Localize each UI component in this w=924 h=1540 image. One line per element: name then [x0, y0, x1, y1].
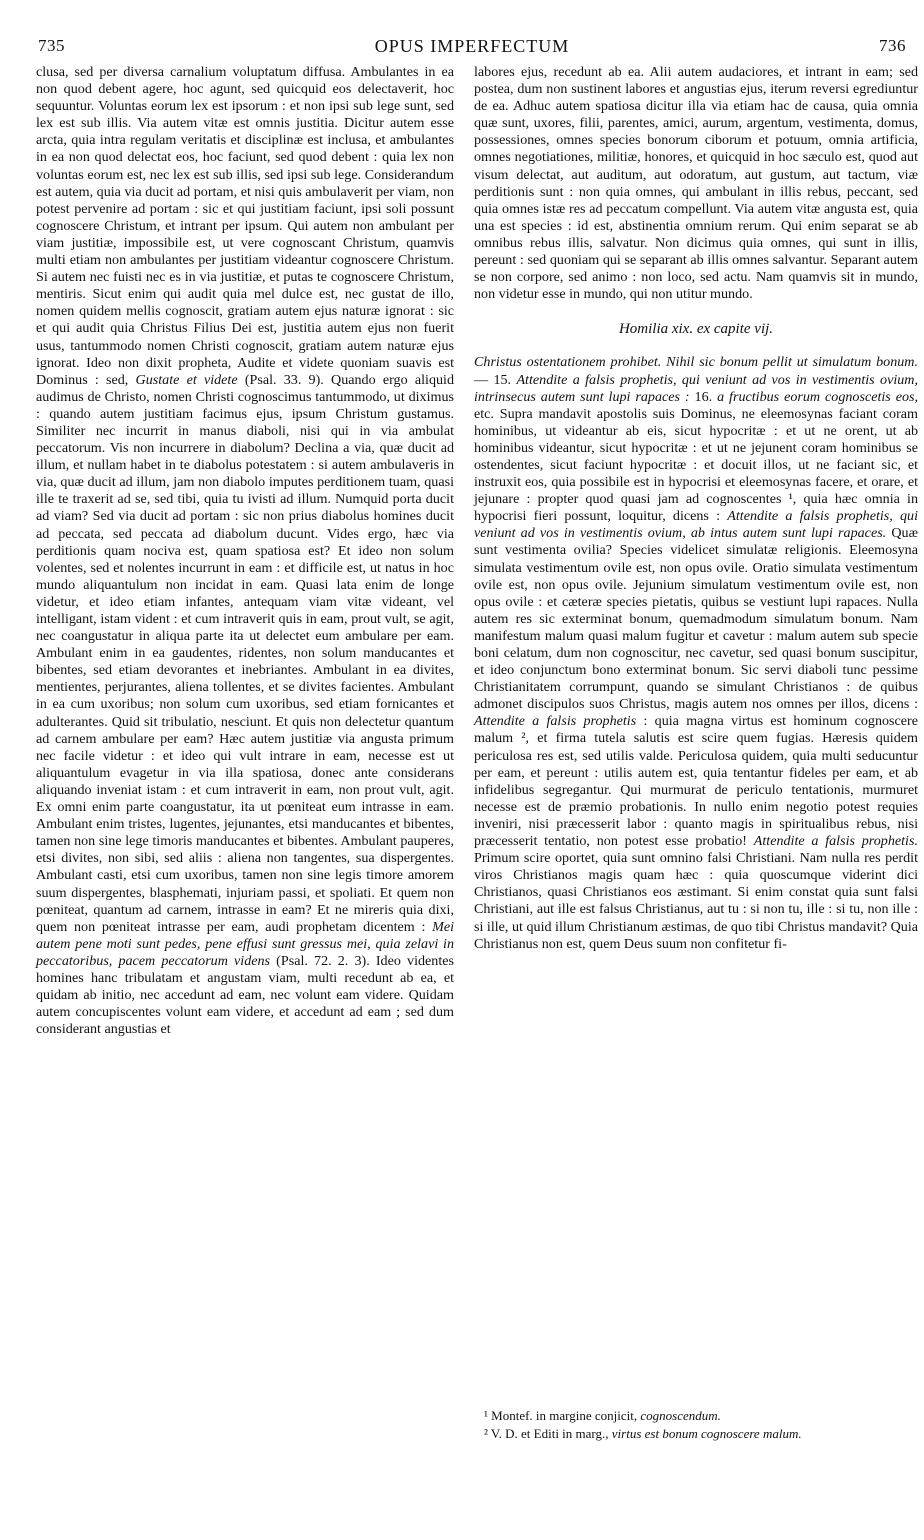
scripture-quote: Gustate et videte [135, 371, 238, 388]
text-run: clusa, sed per diversa carnalium voluptatum diffusa. Ambulantes in ea non quod debent agere, hoc agunt, sed quicquid eos delectaverit, hoc sequuntur. Voluntas eorum lex est ipsorum : et non ipsi sub lege sunt, sed lex est sub illis. Via autem vitæ est omnis justitia. Dicitur autem esse arcta, quia intra regulam veritatis et disciplinæ est inclusa, et ambulantes in ea non quod delectat eos, hoc faciunt, sed quod debent : quia lex non voluntas eorum est, nec lex est sub illis, sed ipsi sub lege. Considerandum est autem, quia via ducit ad portam, et nisi quis ambulaverit per viam, non potest pervenire ad portam : sic et qui justitiam faciunt, ipsi soli possunt cognoscere Christum, et intrant per ipsum. Qui autem non ambulant per viam justitiæ, impossibile est, ut vere cognoscant Christum, quamvis multi etiam non ambulantes per justitiam videantur cognoscere Christum. Si autem nec fuisti nec es in via justitiæ, et putas te cognoscere Christum, mentiris. Sicut enim qui audit quia mel dulce est, nec gustat de illo, nomen quidem mellis cognoscit, gratiam autem ejus naturæ ignorat : sic et qui audit quia Christus Filius Dei est, justitia autem ejus non fuerit usus, tantummodo nomen Christi cognoscit, gratiam autem naturæ ejus ignorat. Ideo non dixit propheta, Audite et videte quoniam suavis est Dominus : sed, [36, 64, 455, 388]
text-run: : quia magna virtus est hominum cognoscere malum ², et firma tutela salutis est scire quem fugias. Hæresis quidem periculosa res est, sed utilis valde. Periculosa quidem, quia multi seducuntur per eam, et pereunt : utilis autem est, quia tentantur fideles per eam, et ab infidelibus segregantur. Qui murmurat de periculo tentationis, murmuret necesse est de præmio probationis. In nullo enim negotio potest requies inveniri, nisi præcesserit labor : quanto magis in spiritualibus rebus, nisi præcesserit tentatio, non potest esse probatio! [474, 713, 919, 850]
right-column [474, 64, 918, 953]
text-run: etc. Supra mandavit apostolis suis Dominus, ne eleemosynas faciant coram hominibus, ut videantur ab eis, sicut hypocritæ : et ut ne orent, ut ab hominibus videantur, sicut hypocritæ : et ut ne jejunent coram hominibus se ostendentes, sicut faciunt hypocritæ : et docuit illos, ut ne faciant sic, et instruxit eos, quia possibile est in hypocrisi et eleemosynas facere, et orare, et jejunare : propter quod quasi jam ad cognoscentes ¹, quia hæc omnia in hypocrisi fieri possunt, loquitur, dicens : [474, 405, 918, 525]
verse-number: 16. [694, 388, 718, 405]
left-column [36, 64, 454, 1038]
footnote-1 [474, 1408, 918, 1424]
scripture-reference: (Psal. 72. 2. 3). [270, 952, 376, 969]
scripture-quote: Mei autem pene moti sunt pedes, pene effusi sunt gressus mei, quia zelavi in peccatoribus, pacem peccatorum videns [36, 918, 454, 969]
text-run: Quando ergo aliquid audimus de Christo, nomen Christi cognoscimus tantummodo, ut diximus : quando autem justitiam facimus ejus, ipsum Christum gustamus. Similiter nec incurrit in manus diaboli, nisi qui in via ambulat peccatorum. Vis non incurrere in diabolum? Declina a via, quæ ducit ad illum, et nullam habet in te diabolus potestatem : si autem ambulaveris in via, quæ ducit ad illum, jam non diabolo imputes perditionem tuam, quasi ille te traxerit ad se, sed tibi, quia tu ivisti ad illum. Numquid porta ducit ad viam? Sed via ducit ad portam : sic non prius diabolus homines ducit ad peccata, sed peccata ad diabolum ducunt. Vides ergo, hæc via perditionis quam nociva est, quam spatiosa est? Et ideo non solum volentes, sed et nolentes incurrunt in eam : et difficile est, ut natus in hoc mundo aliquantulum non incidat in eam. Quasi lata enim de longe videtur, et ideo etiam infantes, antequam viam vitæ videant, vel intelligant, istam vident : et cum intraverit quis in eam, prout vult, se agit, nec coangustatur in aliqua parte ita ut delectet eum ambulare per eam. Ambulant enim in ea gaudentes, ridentes, non solum manducantes et bibentes, sed etiam devorantes et inebriantes. Ambulant in ea divites, mentientes, perjurantes, aliena tollentes, et se divites facientes. Ambulant in ea cum uxoribus; non solum cum uxoribus, sed etiam fornicantes et adulterantes. Quid sit tribulatio, nesciunt. Et quis non delectetur quantum ad carnem ambulare per eam? Hæc autem justitiæ via angusta primum nec facile videtur : et ideo qui vult intrare in eam, necesse est ut aliquantulum evagetur in via illa spatiosa, donec ante considerans aliquando inveniat istam : et cum intraverit in eam, non prout vult, agit. Ex omni enim parte coangustatur, ita ut pœniteat eum intrasse in eam. Ambulant enim tristes, lugentes, jejunantes, etsi manducantes et bibentes, tamen non sine lege timoris manducantes et bibentes. Ambulant pauperes, etsi divites, non sibi, sed aliis : aliena non tangentes, sua dispergentes. Ambulant casti, etsi cum uxoribus, tamen non sine legis timore amorem suum dispergentes, blasphemati, injuriam passi, et spoliati. Et quem non pœniteat, quantum ad carnem, intrasse in eam? Et ne mireris quia dixi, quem non pœniteat intrasse per eam, audi prophetam dicentem : [36, 371, 454, 935]
page-number-right: 736 [878, 36, 906, 55]
page-number-left: 735 [38, 36, 65, 55]
scripture-quote: a fructibus eorum cognoscetis eos, [717, 388, 919, 405]
footnote-text: cognoscendum. [640, 1408, 721, 1423]
scripture-reference: (Psal. 33. 9). [237, 371, 332, 388]
running-header [38, 34, 906, 58]
footnote-text: V. D. et Editi in marg., [487, 1426, 612, 1441]
text-run: Quæ sunt vestimenta ovilia? Species videlicet simulatæ religionis. Eleemosyna simulata vestimentum ovile est, non opus ovile. Oratio simulata vestimentum ovile est, non opus ovile. Jejunium simulatum vestimentum ovile est, non opus ovile : et cæteræ species pietatis, quibus se vestiunt lupi rapaces. Nulla autem res sic exterminat bonum, quemadmodum simulatum bonum. Nam manifestum malum quasi malum fugitur et cavetur : malum autem sub specie boni celatum, dum non cognoscitur, nec cavetur, sed quasi bonum suscipitur, et ideo conjunctum bono exterminat bonum. Sic servi diaboli tunc pessime Christianitatem corrumpunt, quando se simulant Christianos : de quibus admonet discipulos suos Christus, magis autem nos omnes per illos, dicens : [474, 525, 918, 713]
scripture-quote: Attendite a falsis prophetis, qui veniunt ad vos in vestimentis ovium, intrinsecus autem sunt lupi rapaces : [474, 371, 918, 405]
right-paragraph: labores ejus, recedunt ab ea. Alii autem audaciores, et intrant in eam; sed postea, dum non sustinent labores et angustias ejus, iterum reversi egrediuntur de ea. Adhuc autem spatiosa dicitur illa via etiam hac de causa, quia omnia quæ sunt, uxores, filii, parentes, amici, aurum, argentum, vestimenta, domus, possessiones, omnes species bonorum ciborum et potuum, omnia artificia, omnes negotiationes, militiæ, honores, et quicquid in hoc sæculo est, quod aut visum delectat, aut auditum, aut odoratum, aut gustum, aut tactum, viæ perditionis sunt : non quia omnes, qui ambulant in illis rebus, peccant, sed quia omnes istæ res ad peccatum compellunt. Via autem vitæ angusta est, quia una est species : id est, abstinentia omnium rerum. Qui enim separat se ab omnibus rebus illis, salvatur. Non dicimus quia omnes, qui sunt in illis, pereunt : sed quoniam qui se separant ab illis omnes salvantur. Separant autem se non corpore, sed animo : non loco, sed actu. Nam quamvis sit in mundo, non videtur esse in mundo, qui non utitur mundo. [474, 64, 918, 303]
chapter-summary: Christus ostentationem prohibet. Nihil sic bonum pellit ut simulatum bonum. [474, 354, 918, 371]
text-run: Primum scire oportet, quia sunt omnino falsi Christiani. Nam nulla res perdit viros Christianos magis quam hæc : quia quoscumque viderint dici Christianos, quasi Christianos eos æstimant. Si enim constat quia sunt falsi Christiani, aut ille est falsus Christianus, aut tu : si non tu, ille : si tu, non ille : si ille, ut quid illum Christianum æstimas, de quo tibi Christus mandavit? Quia Christianus non est, quem Deus suum non confitetur fi- [474, 850, 918, 952]
scripture-quote: Attendite a falsis prophetis. [753, 833, 918, 850]
scripture-quote: Attendite a falsis prophetis, qui veniunt ad vos in vestimentis ovium, ab intus autem sunt lupi rapaces. [474, 508, 918, 542]
verse-number: — 15. [474, 371, 517, 388]
footnote-text: virtus est bonum cognoscere malum. [611, 1426, 802, 1441]
right-paragraph [474, 354, 918, 952]
homily-heading: Homilia xix. ex capite vij. [618, 321, 774, 338]
footnote-2 [474, 1426, 918, 1442]
running-title: OPUS IMPERFECTUM [374, 35, 570, 56]
footnotes [474, 1408, 918, 1444]
footnote-mark: ¹ [484, 1408, 488, 1423]
footnote-text: Montef. in margine conjicit, [487, 1408, 641, 1423]
text-run: Ideo videntes homines hanc tribulatam et angustam viam, multi recedunt ab ea, et quidam ab initio, nec accedunt ad eam, nec volunt eam videre. Quidam autem concupiscentes volunt eam videre, et accedunt ad eam ; sed dum considerant angustias et [36, 952, 454, 1038]
left-paragraph [36, 64, 454, 1038]
scripture-quote: Attendite a falsis prophetis [474, 713, 637, 730]
footnote-mark: ² [484, 1426, 488, 1441]
